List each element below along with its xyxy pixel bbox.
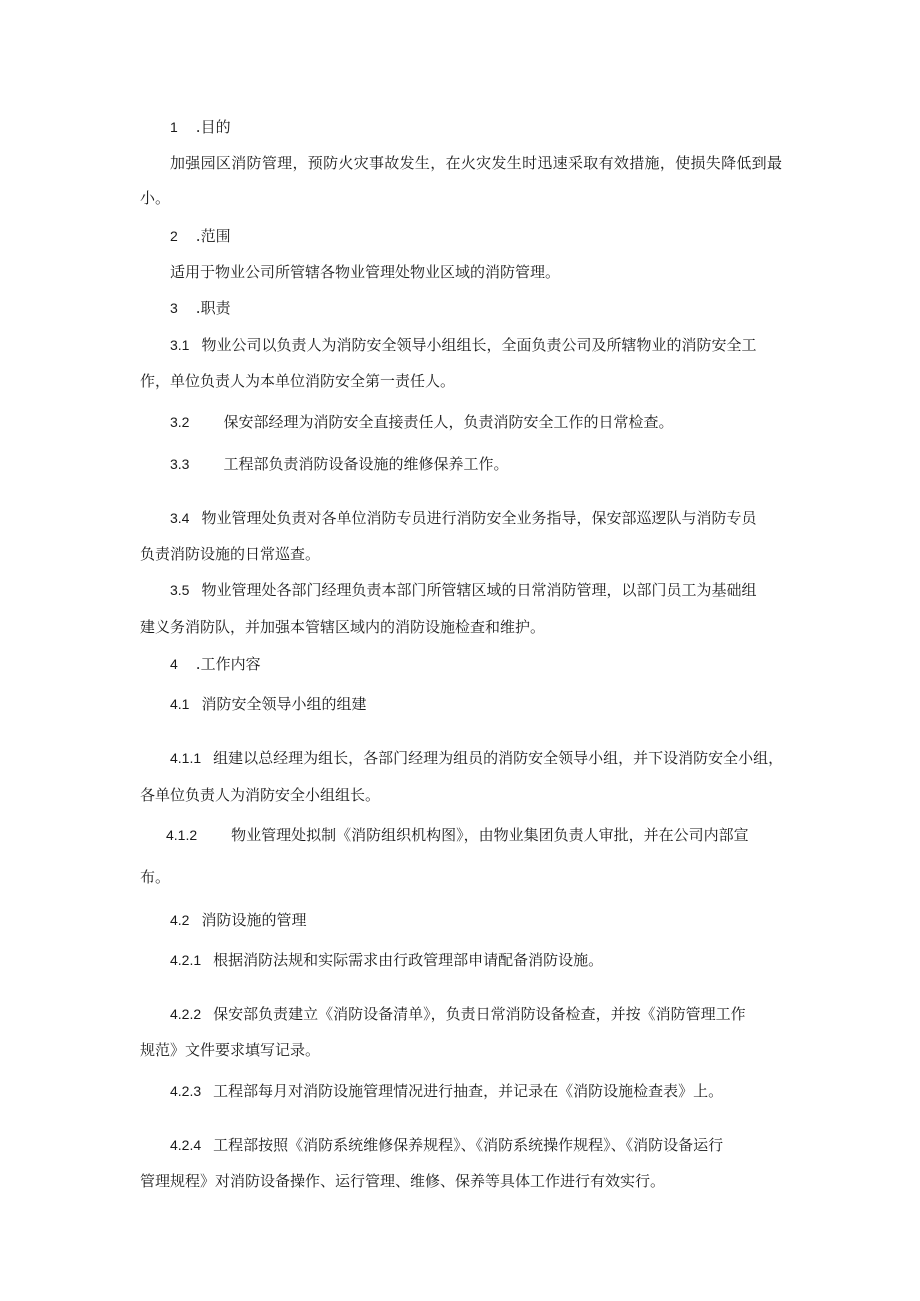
clause-4-1-1-line2: 各单位负责人为消防安全小组组长。 [140,786,381,804]
clause-number: 4.1 [170,696,190,712]
clause-text: 物业管理处负责对各单位消防专员进行消防安全业务指导，保安部巡逻队与消防专员 [201,509,757,527]
section-number: 2 [170,228,178,244]
section-heading-4 [170,654,261,674]
clause-4-1 [170,694,366,714]
clause-number: 4.2.1 [170,952,202,968]
clause-text: 消防安全领导小组的组建 [201,695,367,713]
paragraph-purpose-line2: 小。 [140,189,171,207]
clause-text: 工程部按照《消防系统维修保养规程》、《消防系统操作规程》、《消防设备运行 [213,1136,724,1154]
clause-text: 保安部经理为消防安全直接责任人，负责消防安全工作的日常检查。 [223,413,674,431]
section-title: .目的 [195,118,231,136]
clause-4-2-2-line2: 规范》文件要求填写记录。 [140,1041,321,1059]
section-heading-1 [170,117,231,137]
clause-3-2 [170,412,673,432]
paragraph-purpose-line1: 加强园区消防管理，预防火灾事故发生，在火灾发生时迅速采取有效措施，使损失降低到最 [170,154,782,172]
clause-number: 4.2.4 [170,1137,202,1153]
clause-text: 物业管理处各部门经理负责本部门所管辖区域的日常消防管理，以部门员工为基础组 [201,581,757,599]
clause-4-2-4-line2: 管理规程》对消防设备操作、运行管理、维修、保养等具体工作进行有效实行。 [140,1172,666,1190]
clause-number: 4.1.1 [170,750,202,766]
clause-3-1-line2: 作，单位负责人为本单位消防安全第一责任人。 [140,372,456,390]
clause-number: 3.3 [170,456,190,472]
clause-number: 4.2.2 [170,1006,202,1022]
section-title: .范围 [195,227,231,245]
section-number: 4 [170,656,178,672]
clause-4-2-4-line1 [170,1135,723,1155]
clause-4-1-1-line1 [170,748,783,768]
clause-3-1-line1 [170,335,756,355]
clause-text: 保安部负责建立《消防设备清单》，负责日常消防设备检查，并按《消防管理工作 [213,1005,746,1023]
clause-4-2-1 [170,950,603,970]
clause-4-1-2-line1 [166,825,749,845]
clause-text: 工程部每月对消防设施管理情况进行抽查，并记录在《消防设施检查表》上。 [213,1082,724,1100]
clause-3-5-line1 [170,580,756,600]
section-title: .工作内容 [195,655,261,673]
clause-4-2-2-line1 [170,1004,746,1024]
section-title: .职责 [195,299,231,317]
clause-3-5-line2: 建义务消防队，并加强本管辖区域内的消防设施检查和维护。 [140,618,546,636]
clause-number: 3.5 [170,582,190,598]
clause-number: 3.4 [170,510,190,526]
clause-3-4-line1 [170,508,756,528]
clause-4-2-3 [170,1081,723,1101]
section-number: 3 [170,300,178,316]
clause-text: 物业管理处拟制《消防组织机构图》，由物业集团负责人审批，并在公司内部宣 [231,826,749,844]
clause-number: 4.2 [170,912,190,928]
clause-text: 根据消防法规和实际需求由行政管理部申请配备消防设施。 [213,951,604,969]
clause-3-4-line2: 负责消防设施的日常巡查。 [140,545,321,563]
clause-text: 物业公司以负责人为消防安全领导小组组长，全面负责公司及所辖物业的消防安全工 [201,336,757,354]
clause-text: 组建以总经理为组长，各部门经理为组员的消防安全领导小组，并下设消防安全小组， [213,749,784,767]
clause-number: 4.2.3 [170,1083,202,1099]
clause-text: 工程部负责消防设备设施的维修保养工作。 [223,455,509,473]
clause-number: 3.2 [170,414,190,430]
clause-3-3 [170,454,508,474]
clause-number: 4.1.2 [166,827,198,843]
clause-text: 消防设施的管理 [201,911,307,929]
section-heading-3 [170,298,231,318]
clause-number: 3.1 [170,337,190,353]
section-heading-2 [170,226,231,246]
clause-4-2 [170,910,306,930]
section-number: 1 [170,119,178,135]
paragraph-scope: 适用于物业公司所管辖各物业管理处物业区域的消防管理。 [170,263,561,281]
clause-4-1-2-line2: 布。 [140,868,171,886]
